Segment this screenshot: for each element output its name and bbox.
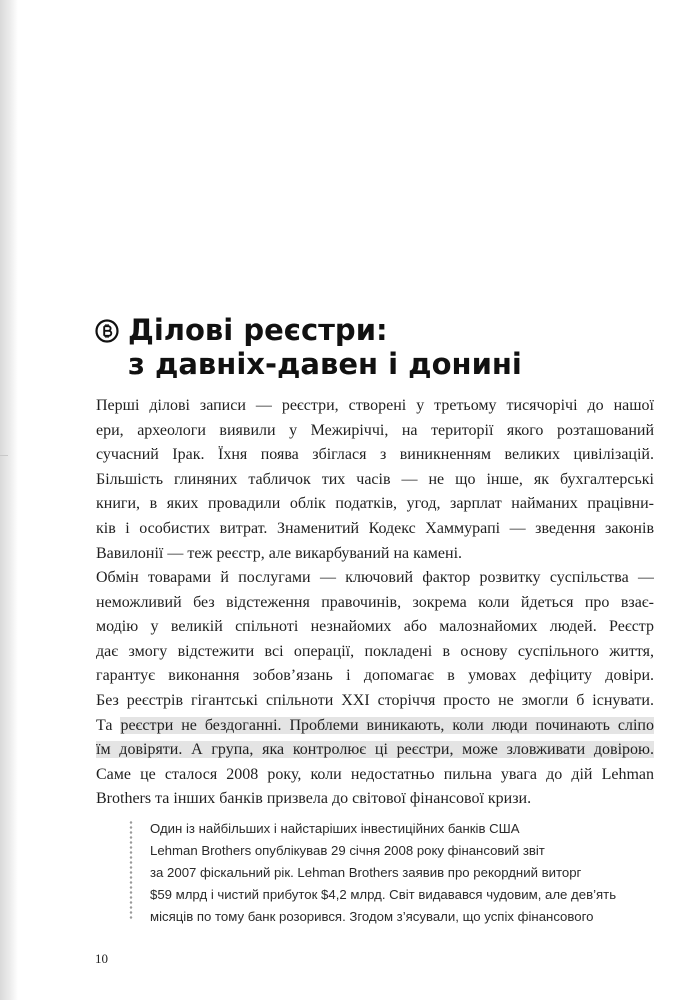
paragraph-3 <box>96 689 654 812</box>
highlighted-text: реєстри не бездоганні. Проблеми виникають, коли люди починають сліпо <box>120 716 654 734</box>
paragraph-2 <box>96 566 654 689</box>
page-number: 10 <box>95 951 108 966</box>
heading-line-1: Ділові реєстри: <box>128 313 388 347</box>
text-line <box>96 738 654 763</box>
quote-line: місяців по тому банк розорився. Згодом з’ясували, що успіх фінансового <box>150 909 594 924</box>
text-line: дає змогу відстежити всі операції, покладені в основу суспільного життя, <box>96 642 654 660</box>
text-line: ери, археологи виявили у Межиріччі, на території якого розташований <box>96 421 654 439</box>
highlighted-text: їм довіряти. А група, яка контролює ці реєстри, може зловживати довірою. <box>96 741 654 759</box>
quote-dotted-bar <box>129 820 133 920</box>
text-line: Більшість глиняних табличок тих часів — не що інше, як бухгалтерські <box>96 470 654 488</box>
quote-line: $59 млрд і чистий прибуток $4,2 млрд. Світ видавався чудовим, але дев’ять <box>150 887 617 902</box>
quote-line: Один із найбільших і найстаріших інвестиційних банків США <box>150 821 520 836</box>
text-fragment: Та <box>96 716 121 734</box>
text-line: неможливий без відстеження правочинів, зокрема коли йдеться про взає- <box>96 593 654 611</box>
text-line: модію у великій спільноті незнайомих або малознайомих людей. Реєстр <box>96 618 654 636</box>
quote-line: Lehman Brothers опублікував 29 січня 2008 року фінансовий звіт <box>150 843 545 858</box>
text-line: Brothers та інших банків призвела до світової фінансової кризи. <box>96 790 532 808</box>
bitcoin-circle-icon <box>95 319 119 343</box>
text-line: Саме це сталося 2008 року, коли недостатньо пильна увага до дій Lehman <box>96 765 654 783</box>
text-line: гарантує виконання зобов’язань і допомагає в умовах дефіциту довіри. <box>96 667 654 685</box>
text-line: Обмін товарами й послугами — ключовий фактор розвитку суспільства — <box>96 569 654 586</box>
text-line: Вавилонії — теж реєстр, але викарбуваний на камені. <box>96 544 463 562</box>
text-line <box>96 714 654 739</box>
text-line: ків і особистих витрат. Знаменитий Кодекс Хаммурапі — зведення законів <box>96 519 654 537</box>
quote-line: за 2007 фіскальний рік. Lehman Brothers заявив про рекордний виторг <box>150 865 582 880</box>
text-line: сучасний Ірак. Їхня поява збіглася з виникненням великих цивілізацій. <box>96 446 654 464</box>
paragraph-1 <box>96 394 654 566</box>
page-edge-shadow <box>0 0 18 1000</box>
text-line: книги, в яких провадили облік податків, угод, зарплат найманих працівни- <box>96 495 654 513</box>
text-line: Без реєстрів гігантські спільноти XXI сторіччя просто не змогли б існувати. <box>96 692 654 709</box>
heading-line-2: з давніх-давен і донині <box>128 347 522 381</box>
sidebar-quote <box>150 818 650 928</box>
text-line: Перші ділові записи — реєстри, створені у третьому тисячорічі до нашої <box>96 397 654 414</box>
